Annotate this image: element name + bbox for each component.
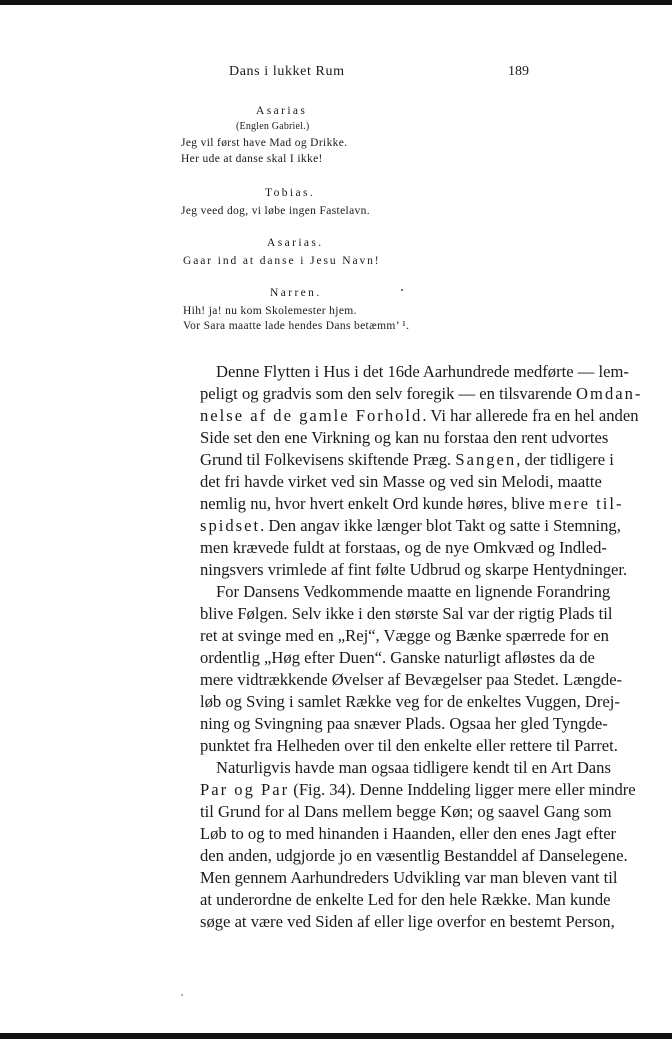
body-line: Men gennem Aarhundreders Udvikling var man bleven vant til [200, 868, 618, 887]
body-line: ret at svinge med en „Rej“, Vægge og Bænke spærrede for en [200, 626, 609, 645]
body-line: at underordne de enkelte Led for den hele Række. Man kunde [200, 890, 611, 909]
body-line: Denne Flytten i Hus i det 16de Aarhundrede medførte — lem- [216, 362, 629, 381]
running-head: Dans i lukket Rum [229, 64, 345, 79]
body-line: mere vidtrækkende Øvelser af Bevægelser paa Stedet. Længde- [200, 670, 623, 689]
body-line: blive Følgen. Selv ikke i den største Sal var der rigtig Plads til [200, 604, 613, 623]
speaker-tobias: Tobias. [265, 187, 316, 199]
print-speck [401, 289, 403, 291]
verse-line: Vor Sara maatte lade hendes Dans betæmm’ ¹. [183, 320, 410, 332]
spaced-emphasis: Par og Par [200, 780, 290, 799]
body-line: men krævede fuldt at forstaas, og de nye Omkvæd og Indled- [200, 538, 607, 557]
body-line: For Dansens Vedkommende maatte en lignende Forandring [216, 582, 611, 601]
speaker-asarias: Asarias [256, 105, 308, 117]
verse-line: Gaar ind at danse i Jesu Navn! [183, 255, 381, 267]
stage-direction: (Englen Gabriel.) [236, 121, 310, 132]
body-line: peligt og gradvis som den selv foregik — en tilsvarende Omdan- [200, 384, 643, 403]
body-line: Side set den ene Virkning og kan nu forstaa den rent udvortes [200, 428, 609, 447]
spaced-emphasis: Omdan- [576, 384, 643, 403]
body-line: Naturligvis havde man ogsaa tidligere kendt til en Art Dans [216, 758, 611, 777]
verse-line: Hih! ja! nu kom Skolemester hjem. [183, 305, 357, 317]
spaced-emphasis: Sangen [455, 450, 517, 469]
body-line: den anden, udgjorde jo en væsentlig Bestanddel af Danselegene. [200, 846, 628, 865]
print-speck [181, 994, 183, 996]
verse-line: Jeg veed dog, vi løbe ingen Fastelavn. [181, 205, 370, 217]
body-line: løb og Sving i samlet Række veg for de enkeltes Vuggen, Drej- [200, 692, 620, 711]
verse-line: Jeg vil først have Mad og Drikke. [181, 137, 348, 149]
body-line: Par og Par (Fig. 34). Denne Inddeling ligger mere eller mindre [200, 780, 636, 799]
body-line: til Grund for al Dans mellem begge Køn; og saavel Gang som [200, 802, 612, 821]
speaker-narren: Narren. [270, 287, 322, 299]
body-line: punktet fra Helheden over til den enkelte eller rettere til Parret. [200, 736, 618, 755]
spaced-emphasis: nelse af de gamle Forhold [200, 406, 423, 425]
page-number: 189 [508, 64, 529, 79]
body-line: ordentlig „Høg efter Duen“. Ganske naturligt afløstes da de [200, 648, 595, 667]
spaced-emphasis: spidset [200, 516, 261, 535]
page-edge-top [0, 0, 672, 5]
body-line: spidset. Den angav ikke længer blot Takt og satte i Stemning, [200, 516, 621, 535]
body-line: Løb to og to med hinanden i Haanden, eller den enes Jagt efter [200, 824, 617, 843]
body-line: Grund til Folkevisens skiftende Præg. Sangen, der tidligere i [200, 450, 614, 469]
speaker-asarias: Asarias. [267, 237, 324, 249]
body-line: det fri havde virket ved sin Masse og ved sin Melodi, maatte [200, 472, 602, 491]
body-line: nelse af de gamle Forhold. Vi har allerede fra en hel anden [200, 406, 639, 425]
spaced-emphasis: mere til- [548, 494, 624, 513]
page-edge-bottom [0, 1033, 672, 1039]
body-line: ningsvers vrimlede af fint følte Udbrud og skarpe Hentydninger. [200, 560, 628, 579]
verse-line: Her ude at danse skal I ikke! [181, 153, 323, 165]
body-line: nemlig nu, hvor hvert enkelt Ord kunde høres, blive mere til- [200, 494, 624, 513]
body-line: ning og Svingning paa snæver Plads. Ogsaa her gled Tyngde- [200, 714, 608, 733]
body-line: søge at være ved Siden af eller lige overfor en bestemt Person, [200, 912, 615, 931]
